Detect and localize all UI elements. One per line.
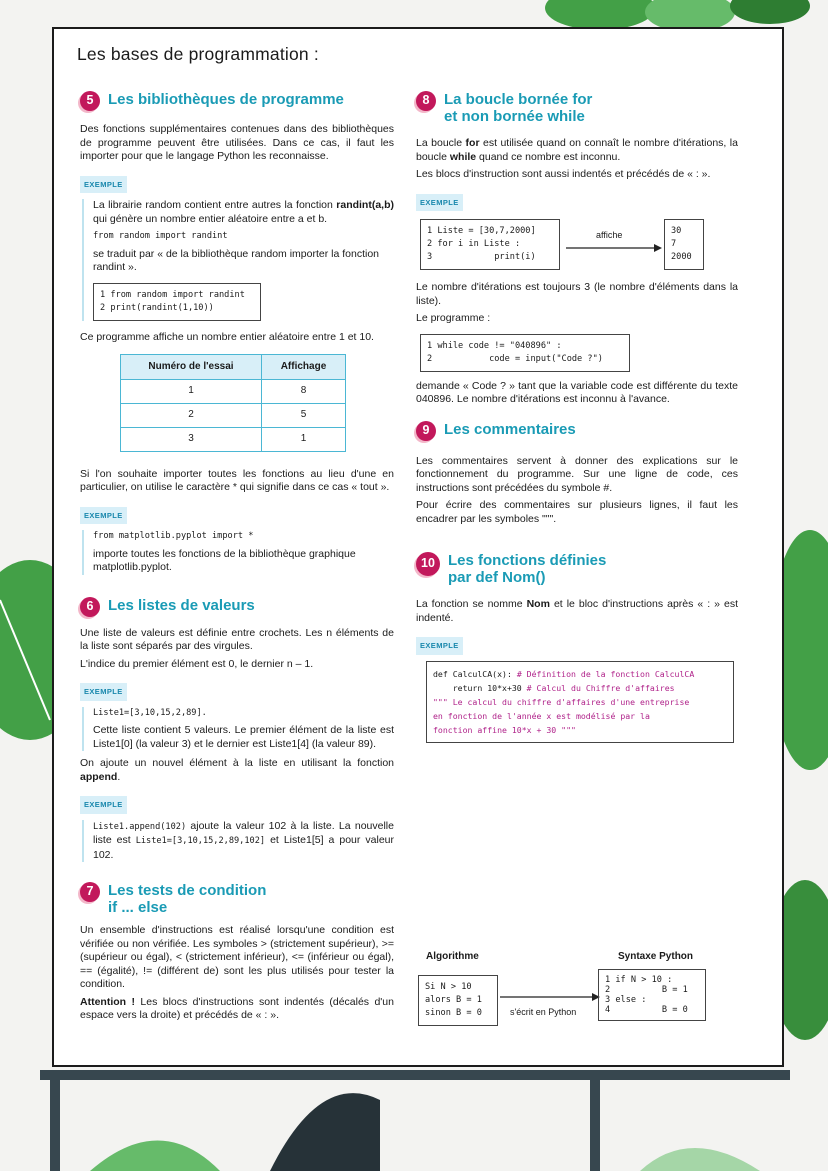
text: se traduit par « de la bibliothèque random importer la fonction randint ».	[93, 247, 380, 273]
paragraph: Ce programme affiche un nombre entier aléatoire entre 1 et 10.	[80, 330, 374, 343]
code-box	[93, 283, 261, 321]
text: importe toutes les fonctions de la bibliothèque graphique matplotlib.pyplot.	[93, 547, 356, 573]
code-inline: from matplotlib.pyplot import *	[93, 531, 254, 541]
table-row	[121, 403, 346, 427]
table-cell: 2	[121, 403, 262, 427]
diagram-label: Algorithme	[426, 951, 479, 962]
arrow-icon	[566, 241, 662, 255]
code-inline: Liste1=[3,10,15,2,89,102]	[135, 836, 266, 846]
code-line: 2 for i in Liste :	[427, 239, 521, 249]
document-page	[52, 27, 784, 1067]
section-functions	[416, 552, 738, 743]
code-inline: Liste1=[3,10,15,2,89].	[93, 707, 207, 718]
code-line: Si N > 10	[425, 982, 472, 992]
section-number-badge: 6	[80, 597, 100, 617]
table-cell: 8	[261, 379, 345, 403]
paragraph: Le programme :	[416, 312, 491, 324]
section-title: Les commentaires	[444, 420, 576, 438]
text: La fonction se nomme	[416, 598, 527, 610]
python-box	[598, 969, 706, 1021]
code-line: 1 Liste = [30,7,2000]	[427, 226, 536, 236]
text: .	[117, 770, 121, 783]
text: qui génère un nombre entier aléatoire entre a et b.	[93, 212, 328, 225]
text: quand ce nombre est inconnu.	[476, 150, 621, 163]
example-block	[82, 199, 394, 321]
code-line: 2 B = 1	[605, 985, 688, 995]
section-number-badge: 10	[416, 552, 440, 576]
text: Cette liste contient 5 valeurs. Le premier élément de la liste est Liste1[0] (la valeur 3) et le dernier est Liste1[4] (la valeur 89).	[93, 724, 394, 750]
keyword: Attention !	[80, 995, 135, 1008]
section-title: Les fonctions définies par def Nom()	[448, 552, 607, 586]
section-conditions	[80, 882, 394, 1023]
paragraph: Pour écrire des commentaires sur plusieurs lignes, il faut les encadrer par les symboles """.	[416, 499, 738, 525]
example-block	[82, 707, 394, 752]
keyword: randint(a,b)	[336, 199, 395, 211]
example-tag: EXEMPLE	[416, 194, 463, 212]
if-else-diagram	[418, 947, 708, 1027]
left-column	[80, 91, 394, 1027]
algorithm-box	[418, 975, 498, 1026]
paragraph: L'indice du premier élément est 0, le dernier n – 1.	[80, 657, 314, 670]
text: et Liste1[5] a pour valeur 102.	[93, 834, 394, 861]
table-cell: 3	[121, 427, 262, 451]
loop-example	[416, 217, 738, 275]
section-comments	[416, 421, 738, 527]
code-comment: # Définition de la fonction CalculCA	[516, 668, 695, 679]
paragraph: demande « Code ? » tant que la variable code est différente du texte 040896. Le nombre d'itérations est inconnu à l'avance.	[416, 379, 738, 405]
example-tag: EXEMPLE	[80, 683, 127, 701]
output-line: 2000	[671, 252, 692, 262]
code-line: 3 print(i)	[427, 252, 536, 262]
text: La librairie random contient entre autres la fonction	[93, 199, 333, 211]
section-number-badge: 7	[80, 882, 100, 902]
paragraph: Des fonctions supplémentaires contenues dans des bibliothèques de programme peuvent être utilisées. Dans ce cas, il faut les importer pour que le langage Python les reconnaisse.	[80, 123, 394, 162]
text: et le bloc d'instructions après « : » est indenté.	[416, 598, 739, 624]
section-title: La boucle bornée for et non bornée while	[444, 91, 593, 125]
text: Les blocs d'instructions sont indentés (décalés d'un espace vers la droite) et précédés de « : ».	[80, 995, 394, 1021]
right-column	[416, 91, 738, 745]
code-inline: from random import randint	[93, 231, 228, 241]
table-cell: 5	[261, 403, 345, 427]
page-title: Les bases de programmation :	[77, 44, 319, 64]
section-title: Les tests de condition if ... else	[108, 882, 267, 916]
results-table	[120, 354, 346, 452]
code-line: alors B = 1	[425, 995, 482, 1005]
section-number-badge: 8	[416, 91, 436, 111]
section-lists	[80, 597, 394, 863]
code-line: return 10*x+30	[433, 682, 527, 693]
section-loops	[416, 91, 738, 407]
paragraph: Le nombre d'itérations est toujours 3 (le nombre d'éléments dans la liste).	[416, 281, 738, 307]
section-number-badge: 5	[80, 91, 100, 111]
section-libraries	[80, 91, 394, 575]
output-line: 30	[671, 226, 682, 236]
output-line: 7	[671, 239, 677, 249]
example-block	[82, 820, 394, 863]
table-cell: 1	[121, 379, 262, 403]
table-cell: 1	[261, 427, 345, 451]
column-header: Affichage	[261, 355, 345, 380]
paragraph: Un ensemble d'instructions est réalisé lorsqu'une condition est vérifiée ou non vérifiée. Les symboles > (strictement supérieur), >= (supérieur ou égal), < (strictement inférieur), <= (inférieur ou égal), == (égalité), != (différent de) sont les plus utilisés pour tester la condition.	[80, 924, 394, 990]
code-box	[426, 661, 734, 743]
code-inline: Liste1.append(102)	[93, 821, 187, 832]
code-comment: # Calcul du Chiffre d'affaires	[526, 682, 675, 693]
code-line: 2 code = input("Code ?")	[427, 353, 603, 364]
code-line: 1 from random import randint	[100, 289, 245, 300]
keyword: append	[80, 770, 118, 783]
tree-bottom-icon	[40, 1070, 790, 1171]
arrow-label: s'écrit en Python	[510, 1007, 577, 1017]
table-row	[121, 379, 346, 403]
paragraph: Si l'on souhaite importer toutes les fonctions au lieu d'une en particulier, on utilise le caractère * qui signifie dans ce cas « tout ».	[80, 467, 394, 493]
code-line: 1 while code != "040896" :	[427, 340, 562, 351]
paragraph: Les blocs d'instruction sont aussi indentés et précédés de « : ».	[416, 168, 711, 180]
paragraph: Les commentaires servent à donner des explications sur le fonctionnement du programme. Sur une ligne de code, ces instructions sont précédées du symbole #.	[416, 454, 738, 494]
code-box	[420, 334, 630, 372]
arrow-icon	[500, 987, 600, 1007]
paragraph: Une liste de valeurs est définie entre crochets. Les n éléments de la liste sont séparés par des virgules.	[80, 626, 394, 652]
code-line: def CalculCA(x):	[433, 668, 517, 679]
text: On ajoute un nouvel élément à la liste en utilisant la fonction	[80, 757, 394, 769]
output-box	[664, 219, 704, 270]
docstring: """ Le calcul du chiffre d'affaires d'une entreprise en fonction de l'année x est modélisé par la fonction affine 10*x + 30 """	[433, 696, 690, 735]
keyword: while	[449, 150, 477, 163]
section-title: Les bibliothèques de programme	[108, 91, 344, 108]
section-title: Les listes de valeurs	[108, 596, 255, 614]
code-line: 3 else :	[605, 995, 647, 1005]
example-tag: EXEMPLE	[80, 507, 127, 525]
example-block	[82, 530, 394, 575]
text: est utilisée quand on connaît le nombre d'itérations, la boucle	[416, 137, 738, 163]
keyword: Nom	[526, 598, 550, 610]
code-line: 1 if N > 10 :	[605, 975, 673, 985]
table-row	[121, 427, 346, 451]
text: ajoute la valeur 102 à la liste. La nouvelle liste est	[93, 819, 394, 846]
code-line: 4 B = 0	[605, 1005, 688, 1015]
diagram-label: Syntaxe Python	[618, 951, 694, 962]
example-tag: EXEMPLE	[80, 176, 127, 194]
code-line: sinon B = 0	[425, 1008, 482, 1018]
section-number-badge: 9	[416, 421, 436, 441]
code-box	[420, 219, 560, 270]
table-header-row	[121, 355, 346, 380]
column-header: Numéro de l'essai	[121, 355, 262, 380]
arrow-label: affiche	[596, 230, 623, 240]
keyword: for	[465, 137, 480, 149]
example-tag: EXEMPLE	[80, 796, 127, 814]
code-line: 2 print(randint(1,10))	[100, 302, 214, 313]
example-tag: EXEMPLE	[416, 637, 463, 655]
text: La boucle	[416, 137, 466, 149]
